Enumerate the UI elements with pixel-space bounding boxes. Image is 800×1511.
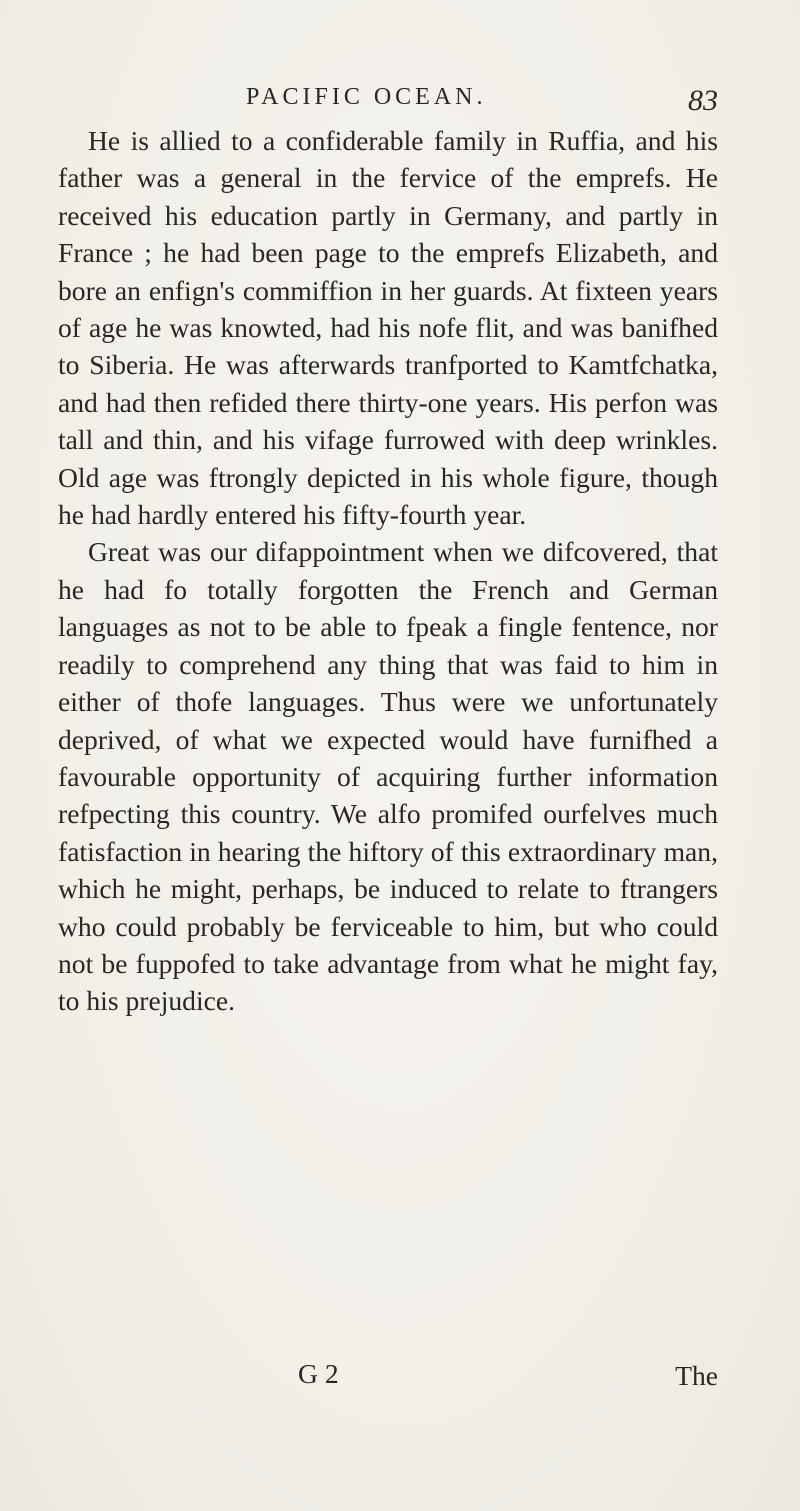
running-title: PACIFIC OCEAN.: [246, 84, 487, 110]
footer-line: [58, 1358, 718, 1398]
paragraph-2: Great was our difappointment when we difcovered, that he had fo totally forgotten the French and German languages as not to be able to fpeak a fingle fentence, nor readily to comprehend any thing that was faid to him in either of thofe languages. Thus were we unfortunately deprived, of what we expected would have furnifhed a favourable opportunity of acquiring further information refpecting this country. We alfo promifed ourfelves much fatisfaction in hearing the hiftory of this extraordinary man, which he might, perhaps, be induced to relate to ftrangers who could probably be ferviceable to him, but who could not be fuppofed to take advantage from what he might fay, to his prejudice.: [58, 536, 718, 1017]
signature-mark: G 2: [298, 1358, 339, 1389]
body-text: [58, 122, 718, 1020]
running-head: [58, 84, 718, 124]
catchword: The: [675, 1360, 718, 1391]
page-number: 83: [688, 84, 718, 117]
paragraph-1: He is allied to a confiderable family in Ruffia, and his father was a general in the fervice of the emprefs. He received his education partly in Germany, and partly in France ; he had been page to the emprefs Elizabeth, and bore an enfign's commiffion in her guards. At fixteen years of age he was knowted, had his nofe flit, and was banifhed to Siberia. He was afterwards tranfported to Kamtfchatka, and had then refided there thirty-one years. His perfon was tall and thin, and his vifage furrowed with deep wrinkles. Old age was ftrongly depicted in his whole figure, though he had hardly entered his fifty-fourth year.: [58, 125, 718, 531]
